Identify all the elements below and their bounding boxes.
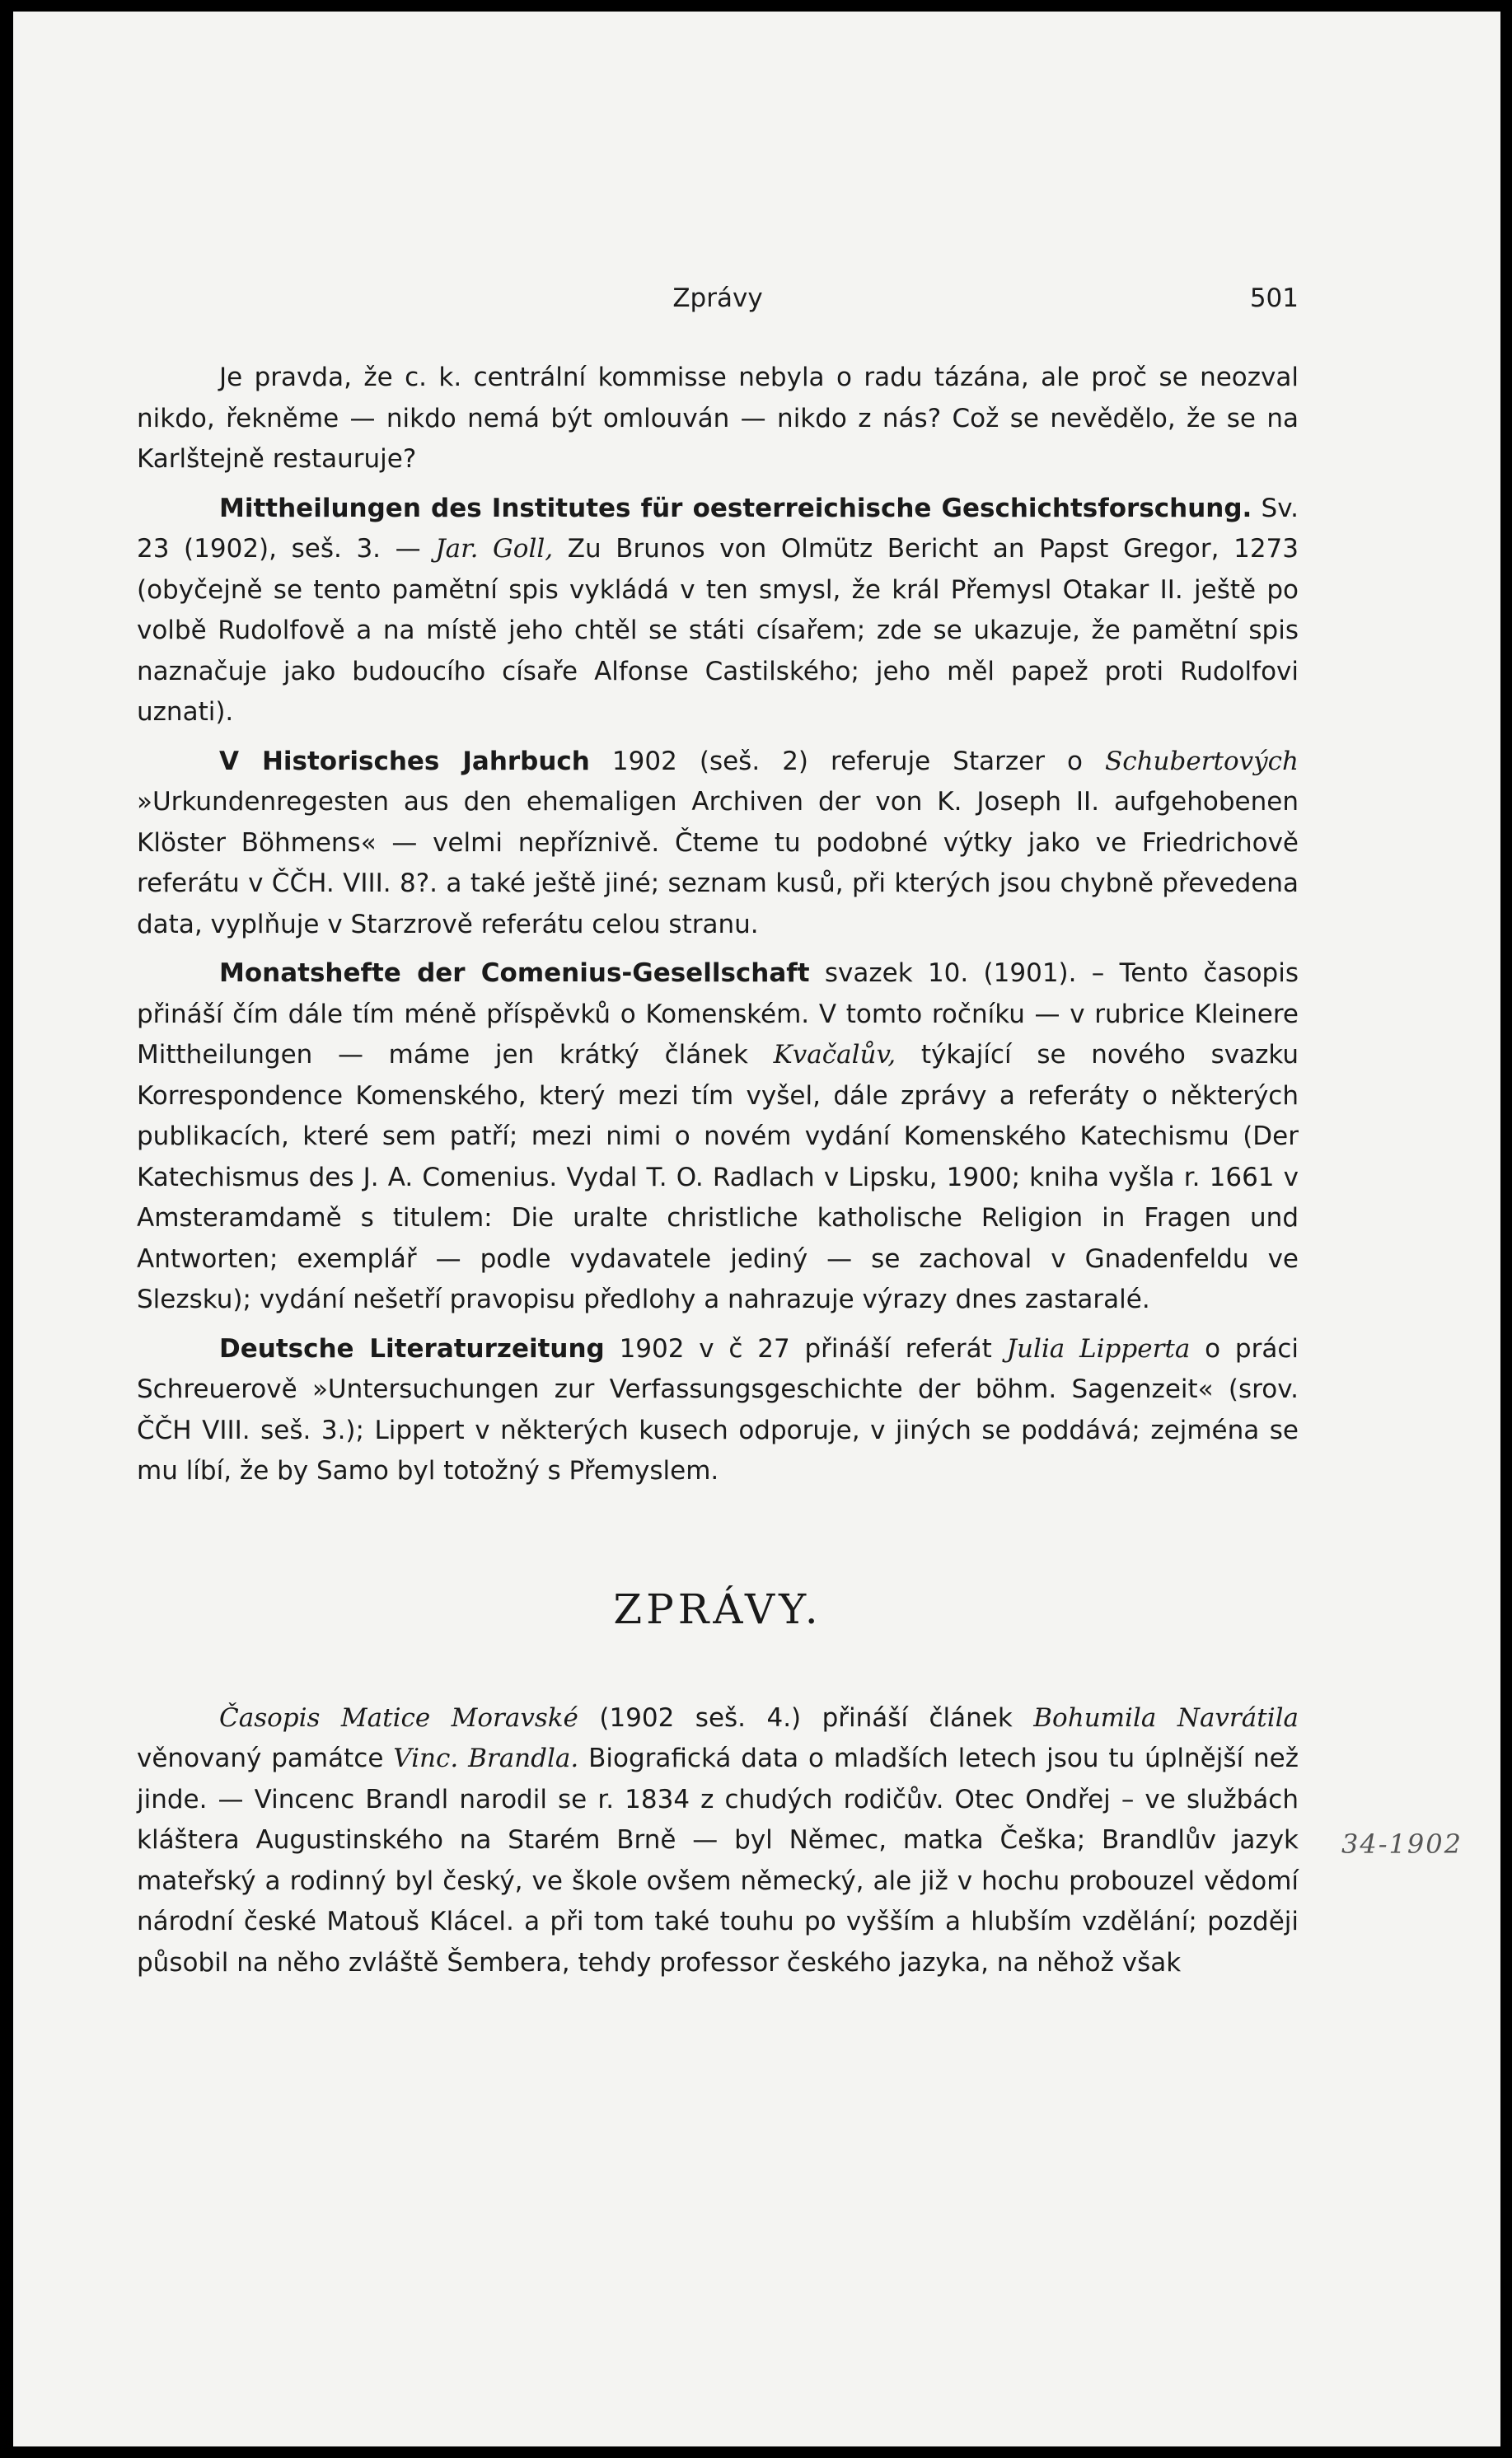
text-segment: Zu Brunos von Olmütz Bericht an Papst Gregor, 1273 (obyčejně se tento pamětní spis vykládá v ten smysl, že král Přemysl Otakar II. ještě po volbě Rudolfově a na místě jeho chtěl se státi císařem; zde se ukazuje, že pamětní spis naznačuje jako budoucího císaře Alfonse Castilského; jeho měl papež proti Rudolfovi uznati). xyxy=(137,534,1299,727)
page-number: 501 xyxy=(1249,283,1299,313)
paragraph xyxy=(137,1698,1299,1984)
text-segment: 1902 v č 27 přináší referát xyxy=(604,1333,1007,1364)
text-segment: Je pravda, že c. k. centrální kommisse nebyla o radu tázána, ale proč se neozval nikdo, řekněme — nikdo nemá být omlouván — nikdo z nás? Což se nevědělo, že se na Karlštejně restauruje? xyxy=(137,363,1299,474)
running-header xyxy=(137,283,1299,320)
page-sheet xyxy=(13,12,1500,2446)
italic-text: Časopis Matice Moravské xyxy=(219,1702,578,1733)
paragraph-lead: Deutsche Literaturzeitung xyxy=(219,1333,605,1364)
text-segment: věnovaný památce xyxy=(137,1744,394,1773)
news-section xyxy=(137,1698,1299,1984)
text-segment: Sv. 23 (1902), seš. 3. — xyxy=(137,493,1299,564)
paragraph xyxy=(137,953,1299,1321)
italic-text: Schubertových xyxy=(1104,746,1299,776)
italic-text: Vinc. Brandla. xyxy=(393,1744,579,1773)
text-segment: »Urkundenregesten aus den ehemaligen Archiven der von K. Joseph II. aufgehobenen Klöster Böhmens« — velmi nepříznivě. Čteme tu podobné výtky jako ve Friedrichově referátu v ČČH. VIII. 8?. a také ještě jiné; seznam kusů, při kterých jsou chybně převedena data, vyplňuje v Starzrově referátu celou stranu. xyxy=(137,787,1299,939)
paragraph-lead: Monatshefte der Comenius-Gesellschaft xyxy=(219,958,810,988)
paragraph-lead: Mittheilungen des Institutes für oesterreichische Geschichtsforschung. xyxy=(219,493,1252,523)
paragraph xyxy=(137,358,1299,480)
italic-text: Julia Lipperta xyxy=(1006,1333,1191,1364)
handwritten-margin-note: 34-1902 xyxy=(1341,1828,1463,1860)
text-body xyxy=(137,358,1299,1983)
section-heading: ZPRÁVY. xyxy=(613,1585,822,1633)
paragraph xyxy=(137,1329,1299,1492)
review-section xyxy=(137,358,1299,1492)
italic-text: Kvačalův, xyxy=(773,1040,896,1070)
italic-text: Jar. Goll, xyxy=(435,534,554,564)
text-segment: Biografická data o mladších letech jsou tu úplnější než jinde. — Vincenc Brandl narodil se r. 1834 z chudých rodičův. Otec Ondřej – ve službách kláštera Augustinského na Starém Brně — byl Němec, matka Češka; Brandlův jazyk mateřský a rodinný byl český, ve škole ovšem německý, ale již v hochu probouzel vědomí národní české Matouš Klácel. a při tom také touhu po vyšším a hlubším vzdělání; později působil na něho zvláště Šembera, tehdy professor českého jazyka, na něhož však xyxy=(137,1744,1299,1978)
text-segment: týkající se nového svazku Korrespondence Komenského, který mezi tím vyšel, dále zprávy a referáty o některých publikacích, které sem patří; mezi nimi o novém vydání Komenského Katechismu (Der Katechismus des J. A. Comenius. Vydal T. O. Radlach v Lipsku, 1900; kniha vyšla r. 1661 v Amsteramdamě s titulem: Die uralte christliche katholische Religion in Fragen und Antworten; exemplář — podle vydavatele jediný — se zachoval v Gnadenfeldu ve Slezsku); vydání nešetří pravopisu předlohy a nahrazuje výrazy dnes zastaralé. xyxy=(137,1040,1299,1314)
paragraph-lead: V Historisches Jahrbuch xyxy=(219,746,590,776)
header-title: Zprávy xyxy=(672,283,763,313)
text-segment: svazek 10. (1901). – Tento časopis přináší čím dále tím méně příspěvků o Komenském. V tomto ročníku — v rubrice Kleinere Mittheilungen — máme jen krátký článek xyxy=(137,958,1299,1070)
paragraph xyxy=(137,489,1299,733)
text-segment: o práci Schreuerově »Untersuchungen zur Verfassungsgeschichte der böhm. Sagenzeit« (srov. ČČH VIII. seš. 3.); Lippert v některých kusech odporuje, v jiných se poddává; zejména se mu líbí, že by Samo byl totožný s Přemyslem. xyxy=(137,1333,1299,1486)
paragraph xyxy=(137,742,1299,946)
text-segment: (1902 seš. 4.) přináší článek xyxy=(578,1702,1034,1733)
text-segment: 1902 (seš. 2) referuje Starzer o xyxy=(589,746,1105,776)
italic-text: Bohumila Navrátila xyxy=(1033,1702,1299,1733)
